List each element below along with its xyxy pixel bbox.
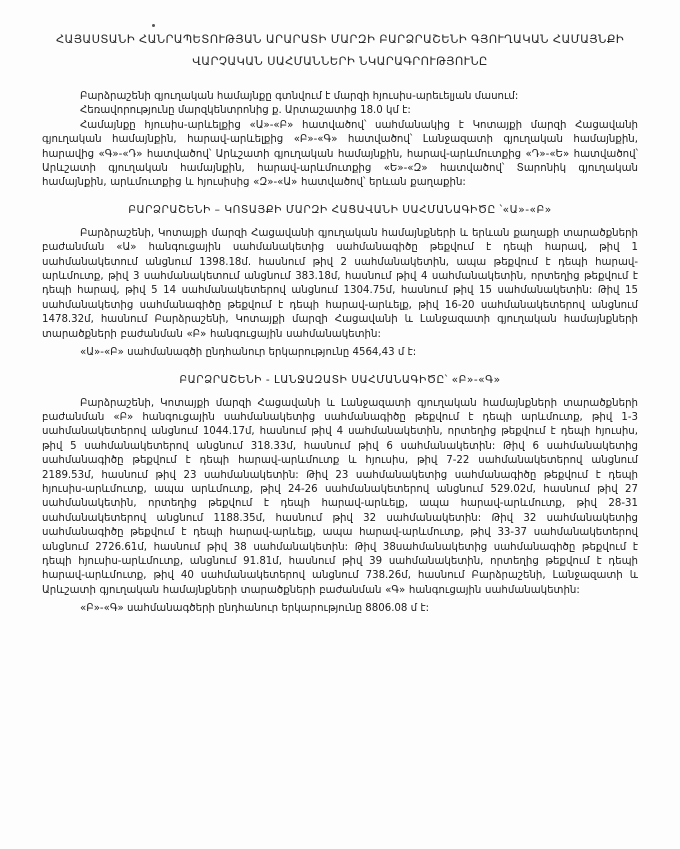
- intro-line-1: Բարձրաշենի գյուղական համայնքը գտնվում է մարզի հյուսիս-արեւելյան մասում:: [80, 91, 519, 102]
- section-body-ab: Բարձրաշենի, Կոտայքի մարզի Հացավանի գյուղական համայնքների և երևան քաղաքի տարածքների բաժանման «Ա» հանգուցային սահմանակետից սահմանագիծը թեքվում է դեպի հարավ, թիվ 1 սահմանակետում անցնում 1398.18մ. հասնում թիվ 2 սահմանակետին, ապա թեքվում է դեպի հարավ-արևմուտք, թիվ 3 սահմանակետում անցնում 383.18մ, հասնում թիվ 4 սահմանակետին, որտեղից թեքվում է դեպի հարավ, թիվ 5 14 սահմանակետերով անցնում 1304.75մ, հասնում թիվ 15 սահմանակետին: Թիվ 15 սահմանակետից սահմանագիծը թեքվում է դեպի հարավ-արևելք, թիվ 16-20 սահմանակետերով անցնում 1478.32մ, հասնում Բարձրաշենի, Կոտայքի մարզի Հացավանի և Լանջազատի գյուղական համայնքների տարածքների բաժանման «Բ» հանգուցային սահմանակետին:: [42, 227, 638, 340]
- document-title-line-1: ՀԱՅԱՍՏԱՆԻ ՀԱՆՐԱՊԵՏՈՒԹՅԱՆ ԱՐԱՐԱՏԻ ՄԱՐԶԻ ԲԱՐՁՐԱՇԵՆԻ ԳՅՈՒՂԱԿԱՆ ՀԱՄԱՅՆՔԻ: [55, 32, 625, 46]
- intro-paragraph: Համայնքը հյուսիս-արևելքից «Ա»-«Բ» հատվածով՝ սահմանակից է Կոտայքի մարզի Հացավանի գյուղական համայնքին, հարավ-արևելքից «Բ»-«Գ» հատվածով՝ Լանջազատի գյուղական համայնքին, հարավից «Գ»-«Դ» հատվածով՝ Արևշատի գյուղական համայնքին, հարավ-արևմուտքից «Դ»-«Ե» հատվածով՝ Արևշատի գյուղական համայնքին, հարավ-արևմուտքից «Ե»-«Զ» հատվածով՝ Տարոնիկ գյուղական համայնքին, արևմուտքից և հյուսիսից «Զ»-«Ա» հատվածով՝ երևան քաղաքին:: [42, 119, 638, 189]
- page-mark-dot: [152, 24, 155, 27]
- document-title: [42, 0, 638, 72]
- section-total-bg: «Բ»-«Գ» սահմանագծերի ընդհանուր երկարությունը 8806.08 մ է:: [80, 603, 430, 615]
- intro-line-2: Հեռավորությունը մարզկենտրոնից ք. Արտաշատից 18.0 կմ է:: [80, 105, 411, 117]
- document-title-line-2: ՎԱՐՉԱԿԱՆ ՍԱՀՄԱՆՆԵՐԻ ՆԿԱՐԱԳՐՈՒԹՅՈՒՆԸ: [192, 54, 488, 68]
- section-total-ab: «Ա»-«Բ» սահմանագծի ընդհանուր երկարությունը 4564,43 մ է:: [80, 347, 417, 359]
- section-heading-ab: ԲԱՐՁՐԱՇԵՆԻ – ԿՈՏԱՅՔԻ ՄԱՐԶԻ ՀԱՑԱՎԱՆԻ ՍԱՀՄԱՆԱԳԻԾԸ ՝«Ա»-«Բ»: [128, 203, 552, 216]
- document-body: [42, 90, 638, 617]
- section-body-bg: Բարձրաշենի, Կոտայքի մարզի Հացավանի և Լանջազատի գյուղական համայնքների տարածքների բաժանման «Բ» հանգուցային սահմանակետից սահմանագիծը թեքվում է դեպի արևմուտք, թիվ 1-3 սահմանակետերով անցնում 1044.17մ, հասնում թիվ 4 սահմանակետին, որտեղից թեքվում է դեպի հյուսիս, թիվ 5 սահմանակետերով անցնում 318.33մ, հասնում թիվ 6 սահմանակետին: Թիվ 6 սահմանակետից սահմանագիծը թեքվում է դեպի հարավ-արևմուտք և հյուսիս, թիվ 7-22 սահմանակետերով անցնում 2189.53մ, հասնում թիվ 23 սահմանակետին: Թիվ 23 սահմանակետից սահմանագիծը թեքվում է դեպի հյուսիս-արևմուտք, ապա արևմուտք, թիվ 24-26 սահմանակետերով անցնում 529.02մ, հասնում թիվ 27 սահմանակետին, որտեղից թեքվում է դեպի հարավ-արևելք, ապա հարավ-արևմուտք, թիվ 28-31 սահմանակետերով անցնում 1188.35մ, հասնում թիվ 32 սահմանակետին: Թիվ 32 սահմանակետից սահմանագիծը թեքվում է դեպի հարավ-արևելք, ապա հարավ-արևմուտք, թիվ 33-37 սահմանակետերով անցնում 2726.61մ, հասնում թիվ 38 սահմանակետին: Թիվ 38սահմանակետից սահմանագիծը թեքվում է դեպի հյուսիս-արևմուտք, անցնում 91.81մ, հասնում թիվ 39 սահմանակետին, որտեղից թեքվում է դեպի հարավ-արևմուտք, թիվ 40 սահմանակետերով անցնում 738.26մ, հասնում Բարձրաշենի, Լանջազատի և Արևշատի գյուղական համայնքների տարածքների բաժանման «Գ» հանգուցային սահմանակետին:: [42, 397, 638, 596]
- section-heading-bg: ԲԱՐՁՐԱՇԵՆԻ - ԼԱՆՋԱԶԱՏԻ ՍԱՀՄԱՆԱԳԻԾԸ՝ «Բ»-«Գ»: [179, 373, 501, 386]
